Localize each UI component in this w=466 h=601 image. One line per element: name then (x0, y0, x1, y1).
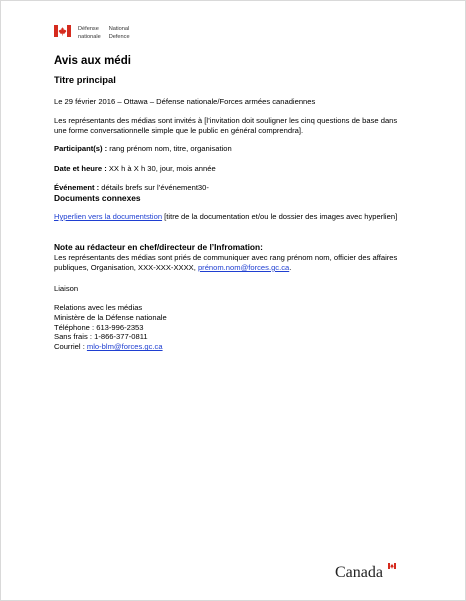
wordmark-flag-icon (388, 563, 396, 569)
dateline: Le 29 février 2016 – Ottawa – Défense nationale/Forces armées canadiennes (54, 97, 316, 106)
note-text: Les représentants des médias sont priés de communiquer avec rang prénom nom, officier des affaires publiques, Organisation, XXX-XXX-XXXX, (54, 253, 398, 272)
signature-fr-line2: nationale (78, 34, 101, 40)
event-line (54, 183, 399, 193)
note-end: . (289, 262, 292, 272)
intro-paragraph: Les représentants des médias sont invités à [l’invitation doit souligner les cinq questions de base dans une forme conversationnelle simple que le public en général comprendra]. (54, 116, 398, 135)
government-signature (54, 25, 130, 41)
document-subtitle: Titre principal (54, 74, 116, 85)
signature-en-line1: National (108, 26, 130, 32)
datetime-value: XX h à X h 30, jour, mois année (106, 164, 216, 173)
participants-label: Participant(s) : (54, 144, 108, 153)
participants-line (54, 144, 399, 154)
event-value: détails brefs sur l’événement30- (99, 183, 209, 192)
related-docs-heading: Documents connexes (54, 193, 141, 203)
contact-email-link[interactable]: mlo-blm@forces.gc.ca (86, 342, 163, 352)
note-paragraph (54, 253, 399, 273)
note-heading: Note au rédacteur en chef/directeur de l’Infromation: (54, 242, 263, 252)
contact-email-label: Courriel : (54, 342, 87, 352)
liaison-label: Liaison (54, 284, 79, 293)
contact-line2: Ministère de la Défense nationale (54, 312, 167, 322)
event-label: Événement : (54, 183, 100, 192)
contact-phone: Téléphone : 613-996-2353 (54, 322, 144, 332)
document-title: Avis aux médi (54, 55, 131, 67)
related-docs-paragraph (54, 212, 399, 222)
contact-block (54, 303, 399, 352)
wordmark-text: Canada (335, 564, 383, 580)
contact-line1: Relations avec les médias (54, 303, 143, 312)
related-docs-link[interactable]: Hyperlien vers la documentstion (54, 212, 163, 221)
related-docs-text: [titre de la documentation et/ou le dossier des images avec hyperlien] (162, 212, 398, 221)
contact-tollfree: Sans frais : 1-866-377-0811 (54, 332, 148, 342)
participants-value: rang prénom nom, titre, organisation (107, 144, 232, 153)
signature-en-line2: Defence (108, 34, 130, 40)
note-email-link[interactable]: prénom.nom@forces.gc.ca (197, 262, 290, 272)
canada-flag-icon (54, 25, 71, 37)
signature-fr-line1: Défense (78, 26, 99, 32)
contact-email-line (54, 342, 399, 352)
canada-wordmark (335, 562, 397, 580)
datetime-line (54, 164, 399, 174)
datetime-label: Date et heure : (54, 164, 107, 173)
